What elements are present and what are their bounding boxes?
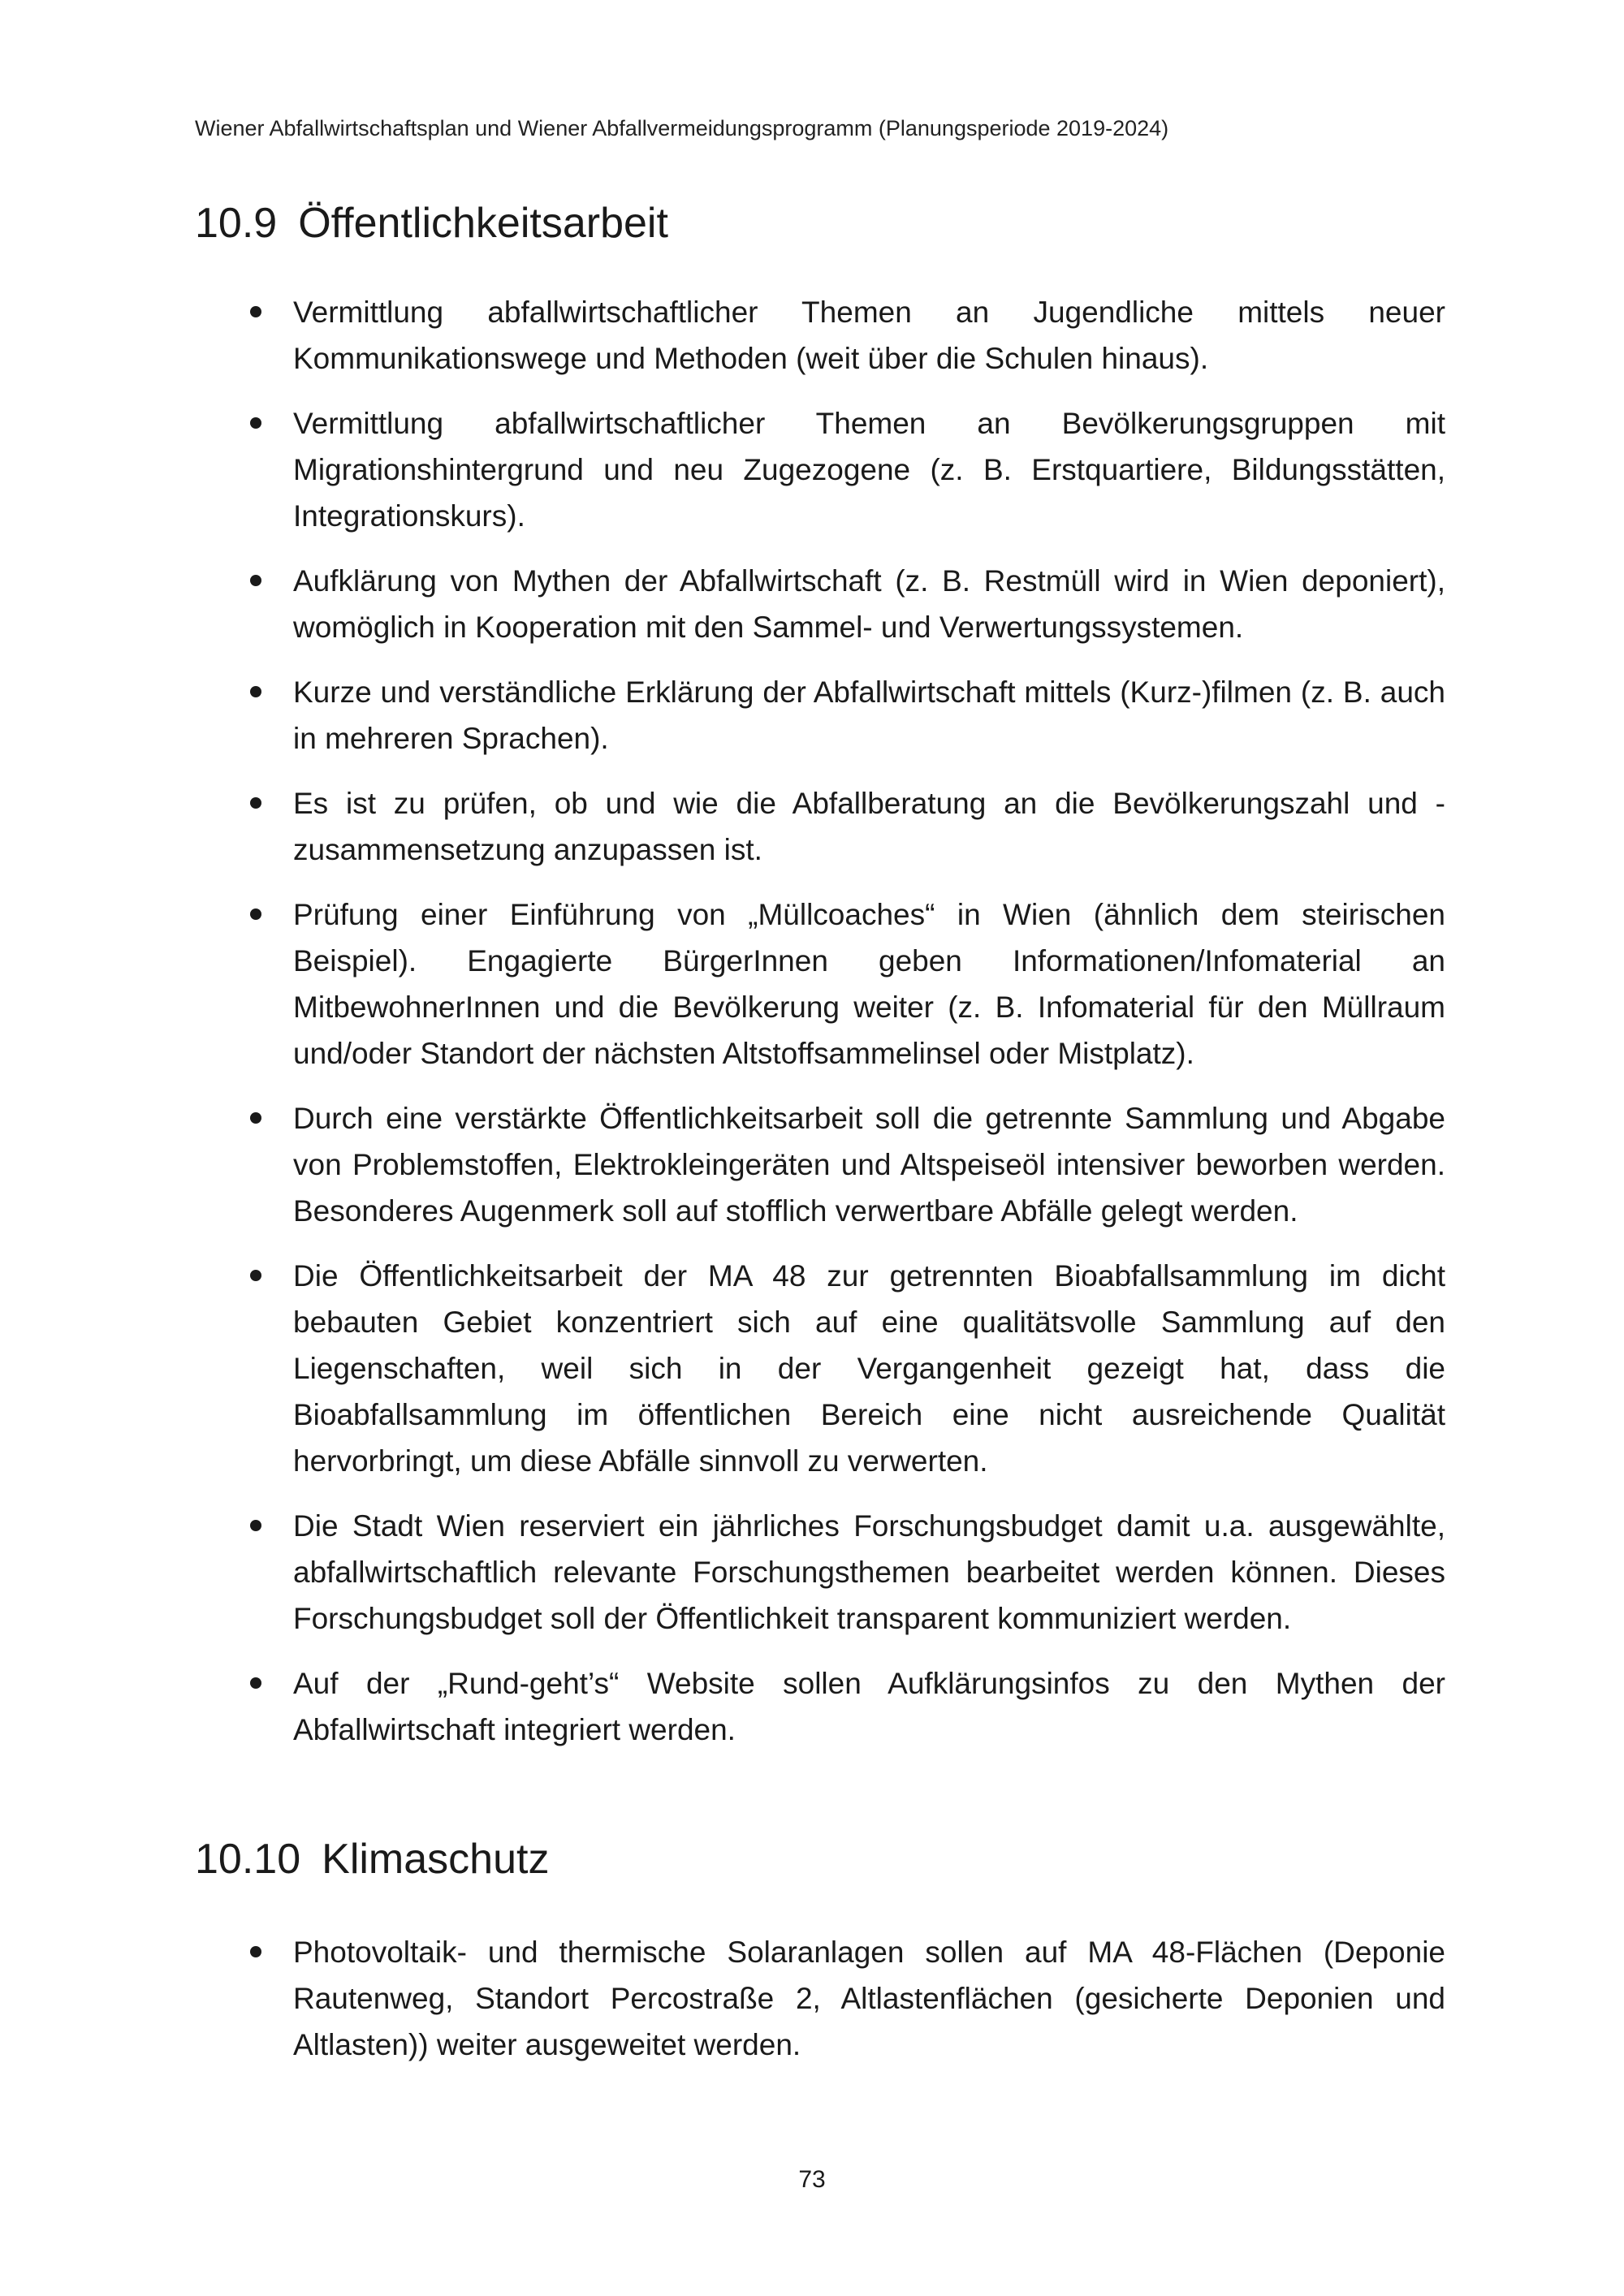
list-item: Prüfung einer Einführung von „Müllcoaches“ in Wien (ähnlich dem steirischen Beispiel). Engagierte BürgerInnen geben Informationen/Infomaterial an MitbewohnerInnen und die Bevölkerung weiter (z. B. Infomaterial für den Müllraum und/oder Standort der nächsten Altstoffsammelinsel oder Mistplatz). [195, 891, 1445, 1077]
bullet-icon [250, 908, 261, 920]
bullet-icon [250, 1112, 261, 1124]
bullet-list-klimaschutz [195, 1929, 1445, 2087]
bullet-icon [250, 1270, 261, 1281]
list-item: Auf der „Rund-geht’s“ Website sollen Aufklärungsinfos zu den Mythen der Abfallwirtschaft integriert werden. [195, 1660, 1445, 1753]
section-heading-10-9 [195, 197, 1445, 249]
section-title: Öffentlichkeitsarbeit [298, 200, 668, 247]
running-header: Wiener Abfallwirtschaftsplan und Wiener Abfallvermeidungsprogramm (Planungsperiode 2019-2024) [195, 116, 1169, 140]
list-item: Durch eine verstärkte Öffentlichkeitsarbeit soll die getrennte Sammlung und Abgabe von Problemstoffen, Elektrokleingeräten und Altspeiseöl intensiver beworben werden. Besonderes Augenmerk soll auf stofflich verwertbare Abfälle gelegt werden. [195, 1095, 1445, 1234]
list-item: Vermittlung abfallwirtschaftlicher Themen an Bevölkerungsgruppen mit Migrationshintergrund und neu Zugezogene (z. B. Erstquartiere, Bildungsstätten, Integrationskurs). [195, 400, 1445, 539]
list-item: Aufklärung von Mythen der Abfallwirtschaft (z. B. Restmüll wird in Wien deponiert), womöglich in Kooperation mit den Sammel- und Verwertungssystemen. [195, 558, 1445, 650]
section-heading-10-10 [195, 1833, 1445, 1885]
bullet-icon [250, 797, 261, 809]
list-item: Die Stadt Wien reserviert ein jährliches Forschungsbudget damit u.a. ausgewählte, abfallwirtschaftlich relevante Forschungsthemen bearbeitet werden können. Dieses Forschungsbudget soll der Öffentlichkeit transparent kommuniziert werden. [195, 1503, 1445, 1642]
bullet-icon [250, 686, 261, 697]
list-item: Photovoltaik- und thermische Solaranlagen sollen auf MA 48-Flächen (Deponie Rautenweg, Standort Percostraße 2, Altlastenflächen (gesicherte Deponien und Altlasten)) weiter ausgeweitet werden. [195, 1929, 1445, 2068]
list-item: Vermittlung abfallwirtschaftlicher Themen an Jugendliche mittels neuer Kommunikationswege und Methoden (weit über die Schulen hinaus). [195, 289, 1445, 382]
page-number: 73 [798, 2166, 826, 2193]
list-item: Kurze und verständliche Erklärung der Abfallwirtschaft mittels (Kurz-)filmen (z. B. auch in mehreren Sprachen). [195, 669, 1445, 762]
section-title: Klimaschutz [322, 1836, 550, 1883]
section-number: 10.10 [195, 1836, 301, 1883]
bullet-icon [250, 306, 261, 317]
bullet-icon [250, 1677, 261, 1689]
bullet-icon [250, 417, 261, 429]
section-number: 10.9 [195, 200, 278, 247]
bullet-icon [250, 575, 261, 586]
bullet-list-oeffentlichkeitsarbeit [195, 289, 1445, 1772]
list-item: Die Öffentlichkeitsarbeit der MA 48 zur getrennten Bioabfallsammlung im dicht bebauten Gebiet konzentriert sich auf eine qualitätsvolle Sammlung auf den Liegenschaften, weil sich in der Vergangenheit gezeigt hat, dass die Bioabfallsammlung im öffentlichen Bereich eine nicht ausreichende Qualität hervorbringt, um diese Abfälle sinnvoll zu verwerten. [195, 1253, 1445, 1484]
list-item: Es ist zu prüfen, ob und wie die Abfallberatung an die Bevölkerungszahl und -zusammensetzung anzupassen ist. [195, 780, 1445, 873]
bullet-icon [250, 1520, 261, 1531]
bullet-icon [250, 1946, 261, 1957]
